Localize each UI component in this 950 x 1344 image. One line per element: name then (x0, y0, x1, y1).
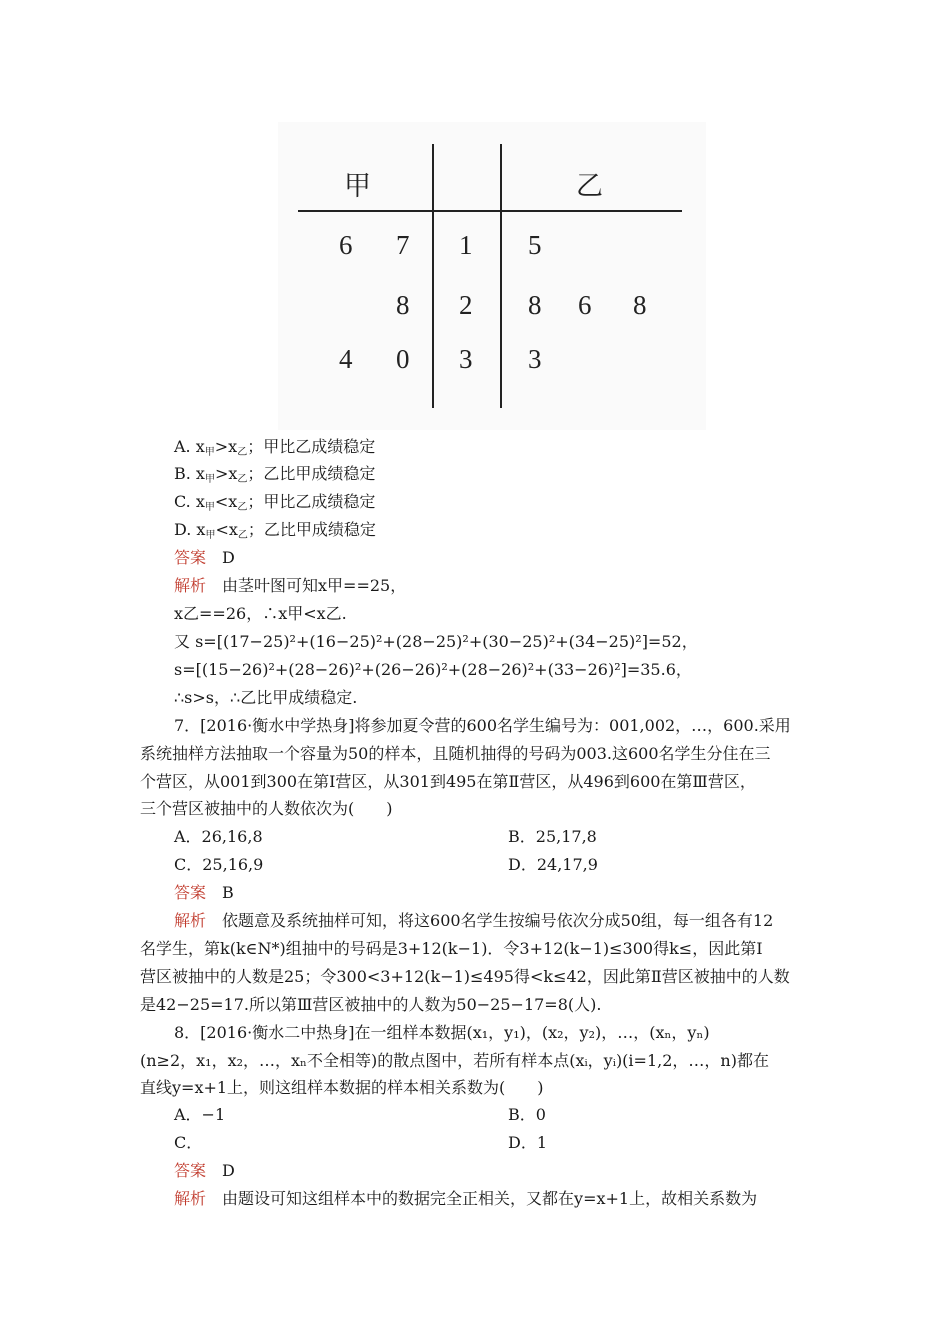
answer-label: 答案 (174, 883, 207, 902)
q8-option-d: D．1 (508, 1133, 548, 1152)
q7-analysis-line-4: 是42−25=17.所以第Ⅲ营区被抽中的人数为50−25−17=8(人). (140, 995, 602, 1014)
leaf-left: 4 (339, 344, 353, 374)
q7-answer: 答案 B (174, 883, 234, 902)
analysis-label: 解析 (174, 576, 207, 595)
divider-left (432, 144, 434, 408)
leaf-right: 3 (528, 344, 542, 374)
stem-value: 1 (459, 230, 473, 260)
q7-option-d: D．24,17,9 (508, 855, 598, 874)
q6-analysis-line-5: ∴s>s，∴乙比甲成绩稳定. (174, 688, 358, 707)
q8-option-b: B．0 (508, 1105, 546, 1124)
q8-option-a: A．−1 (174, 1105, 226, 1124)
q6-analysis-line-4: s=[(15−26)²+(28−26)²+(26−26)²+(28−26)²+(33−26)²]=35.6， (174, 660, 692, 679)
leaf-left: 8 (396, 290, 410, 320)
leaf-right: 6 (578, 290, 592, 320)
head-jia: 甲 (344, 171, 371, 201)
q6-option-d: D. x甲<x乙；乙比甲成绩稳定 (174, 520, 376, 541)
q6-option-c: C. x甲<x乙；甲比乙成绩稳定 (174, 492, 376, 513)
q7-option-c: C．25,16,9 (174, 855, 264, 874)
q8-answer: 答案 D (174, 1161, 235, 1180)
q6-answer: 答案 D (174, 548, 235, 567)
leaf-right: 8 (633, 290, 647, 320)
divider-right (500, 144, 502, 408)
q7-analysis-line-2: 名学生，第k(k∈N*)组抽中的号码是3+12(k−1)．令3+12(k−1)≤300得k≤，因此第Ⅰ (140, 939, 763, 958)
q7-stem-line-1: 7．[2016·衡水中学热身]将参加夏令营的600名学生编号为：001,002，…，600.采用 (174, 716, 791, 735)
leaf-right: 8 (528, 290, 542, 320)
stem-value: 3 (459, 344, 473, 374)
leaf-left: 6 (339, 230, 353, 260)
q8-stem-line-1: 8．[2016·衡水二中热身]在一组样本数据(x₁，y₁)，(x₂，y₂)，…，(xₙ，yₙ) (174, 1023, 710, 1042)
stem-leaf-plot (278, 122, 706, 430)
head-yi: 乙 (576, 171, 603, 201)
q7-option-b: B．25,17,8 (508, 827, 597, 846)
analysis-label: 解析 (174, 1189, 207, 1208)
header-rule (298, 210, 682, 212)
q6-analysis-line-2: x乙==26，∴x甲<x乙. (174, 604, 347, 623)
q6-option-a: A. x甲>x乙；甲比乙成绩稳定 (174, 437, 376, 458)
q6-option-b: B. x甲>x乙；乙比甲成绩稳定 (174, 464, 376, 485)
q8-analysis-line-1: 解析 由题设可知这组样本中的数据完全正相关，又都在y=x+1上，故相关系数为 (174, 1189, 758, 1208)
leaf-left: 7 (396, 230, 410, 260)
q7-stem-line-3: 个营区，从001到300在第Ⅰ营区，从301到495在第Ⅱ营区，从496到600在第Ⅲ营区， (140, 772, 756, 791)
q7-stem-line-2: 系统抽样方法抽取一个容量为50的样本，且随机抽得的号码为003.这600名学生分住在三 (140, 744, 771, 763)
leaf-left: 0 (396, 344, 410, 374)
q8-stem-line-3: 直线y=x+1上，则这组样本数据的样本相关系数为( ) (140, 1078, 544, 1097)
analysis-label: 解析 (174, 911, 207, 930)
q7-analysis-line-1: 解析 依题意及系统抽样可知，将这600名学生按编号依次分成50组，每一组各有12 (174, 911, 774, 930)
q6-analysis-line-3: 又 s=[(17−25)²+(16−25)²+(28−25)²+(30−25)²+(34−25)²]=52， (174, 632, 698, 651)
q7-option-a: A．26,16,8 (174, 827, 263, 846)
answer-label: 答案 (174, 548, 207, 567)
leaf-right: 5 (528, 230, 542, 260)
q8-stem-line-2: (n≥2，x₁，x₂，…，xₙ不全相等)的散点图中，若所有样本点(xᵢ，yᵢ)(i=1,2，…，n)都在 (140, 1051, 769, 1070)
q8-option-c: C． (174, 1133, 203, 1152)
q6-analysis-line-1: 解析 由茎叶图可知x甲==25， (174, 576, 407, 595)
q7-analysis-line-3: 营区被抽中的人数是25；令300<3+12(k−1)≤495得<k≤42，因此第Ⅱ营区被抽中的人数 (140, 967, 790, 986)
stem-value: 2 (459, 290, 473, 320)
answer-label: 答案 (174, 1161, 207, 1180)
q7-stem-line-4: 三个营区被抽中的人数依次为( ) (140, 799, 393, 818)
